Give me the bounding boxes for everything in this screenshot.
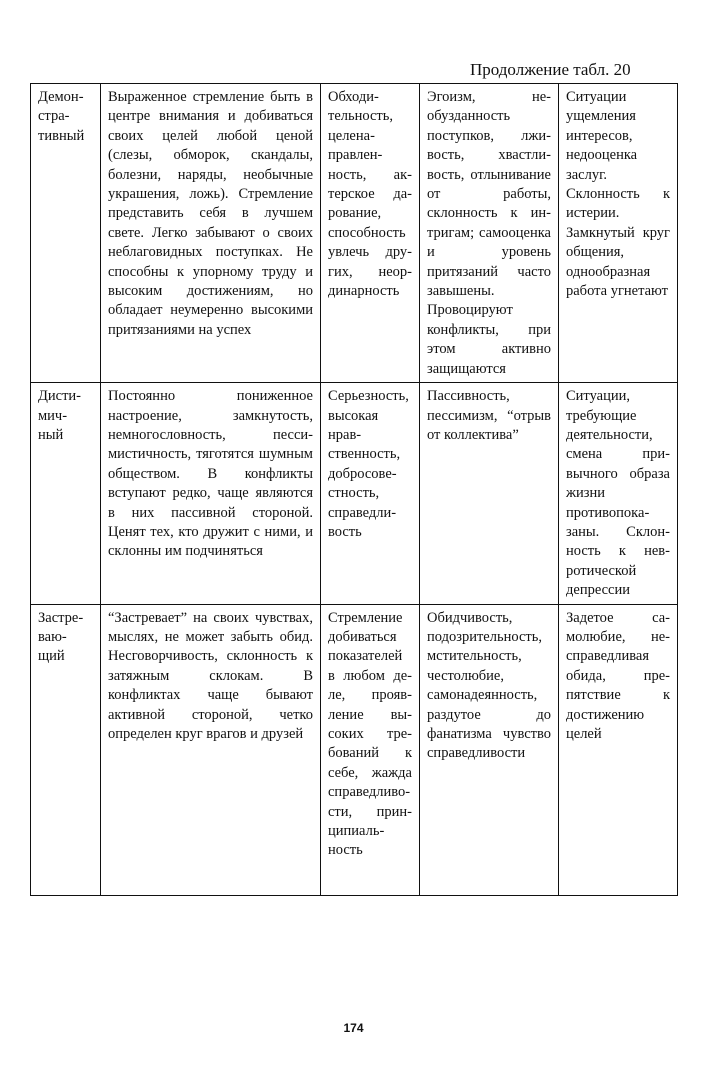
conditions-cell [559, 383, 678, 604]
negative-traits-cell [420, 604, 559, 895]
negative-traits-text: Обидчивость, подозрительность, мстительность, честолюбие, самонадеянность, раздутое до фанатизма чувство справедливости [427, 609, 551, 762]
negative-traits-cell [420, 84, 559, 383]
type-cell [31, 383, 101, 604]
character-types-table [30, 83, 678, 896]
conditions-text: Ситуации ущемления интересов, недооценка заслуг. Склонность к истерии. Замкнутый круг общения, однообразная работа угнетают [566, 89, 670, 300]
description-text: Постоянно пониженное настроение, замкнутость, немногословность, пессимистичность, тяготятся шумным обществом. В конфликты вступают редко, чаще являются в них пассивной стороной. Ценят тех, кто дружит с ними, и склонны им подчиняться [108, 388, 313, 560]
description-text: “Застревает” на своих чувствах, мыслях, не может забыть обид. Несговорчивость, склонность к затяжным склокам. В конфликтах чаще бывают активной стороной, четко определен круг врагов и друзей [108, 609, 313, 742]
negative-traits-text: Пассивность, пессимизм, “отрыв от коллектива” [427, 388, 551, 443]
table-row [31, 84, 678, 383]
table-row [31, 604, 678, 895]
table-caption: Продолжение табл. 20 [470, 60, 631, 79]
positive-traits-text: Серьезность, высокая нравственность, добросовестность, справедливость [328, 388, 409, 540]
description-cell [101, 604, 321, 895]
positive-traits-cell [321, 383, 420, 604]
conditions-text: Задетое самолюбие, несправедливая обида, препятствие к достижению целей [566, 609, 670, 742]
positive-traits-cell [321, 604, 420, 895]
negative-traits-cell [420, 383, 559, 604]
conditions-text: Ситуации, требующие деятельности, смена привычного образа жизни противопоказаны. Склонность к невротической депрессии [566, 388, 670, 599]
page-number: 174 [343, 1021, 364, 1035]
positive-traits-cell [321, 84, 420, 383]
type-cell [31, 604, 101, 895]
type-label: Застре- ваю- щий [38, 609, 84, 665]
type-label: Демон- стра- тивный [38, 89, 85, 144]
negative-traits-text: Эгоизм, необузданность поступков, лживость, хвастливость, отлынивание от работы, склонность к интригам; самооценка и уровень притязаний часто завышены. Провоцируют конфликты, при этом активно защищаются [427, 89, 551, 377]
positive-traits-text: Стремление добиваться показателей в любом деле, проявление высоких требований к себе, жажда справедливости, принципиальность [328, 609, 412, 859]
conditions-cell [559, 84, 678, 383]
positive-traits-text: Обходительность, целенаправленность, актерское дарование, способность увлечь других, неординарность [328, 89, 412, 300]
table-row [31, 383, 678, 604]
type-cell [31, 84, 101, 383]
description-cell [101, 84, 321, 383]
type-label: Дисти- мич- ный [38, 388, 82, 443]
conditions-cell [559, 604, 678, 895]
description-cell [101, 383, 321, 604]
description-text: Выраженное стремление быть в центре внимания и добиваться своих целей любой ценой (слезы, обморок, скандалы, болезни, наряды, необычные украшения, ложь). Стремление представить себя в лучшем свете. Легко забывают о своих неблаговидных поступках. Не способны к упорному труду и высоким достижениям, но обладает неумеренно высокими притязаниями на успех [108, 89, 313, 338]
